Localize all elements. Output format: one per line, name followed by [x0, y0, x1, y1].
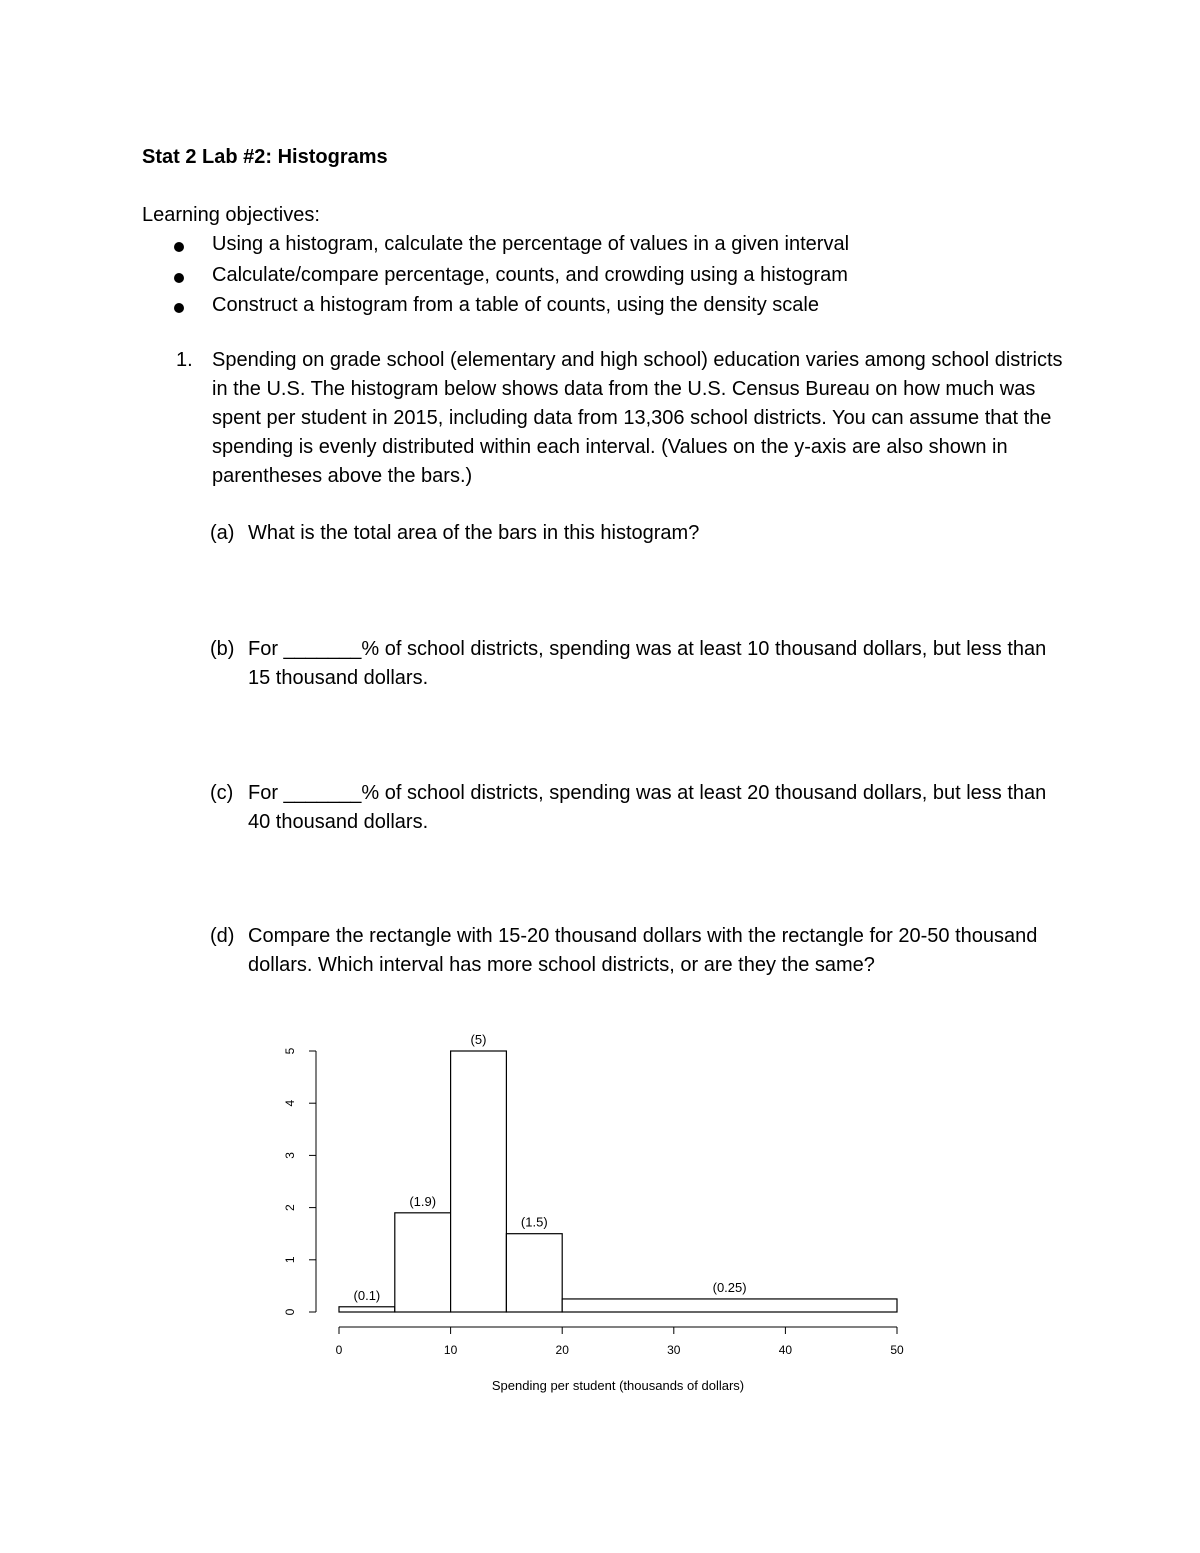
x-tick-label: 40	[778, 1343, 793, 1357]
bullet-icon	[174, 242, 184, 252]
document-title: Stat 2 Lab #2: Histograms	[142, 146, 388, 168]
bar-value-label: (5)	[470, 1032, 487, 1047]
bar-value-label: (1.9)	[409, 1193, 437, 1209]
part-label: (c)	[210, 782, 234, 804]
part-label: (d)	[210, 925, 235, 947]
bullet-icon	[174, 303, 184, 313]
bar-value-label: (0.1)	[353, 1287, 381, 1303]
histogram-svg	[270, 1020, 930, 1410]
histogram-bar	[395, 1213, 451, 1312]
y-tick-label: 5	[283, 1047, 297, 1055]
part-text: What is the total area of the bars in this histogram?	[248, 522, 700, 544]
part-label: (a)	[210, 522, 235, 544]
x-tick-label: 10	[443, 1343, 458, 1357]
question-part-d	[210, 922, 1070, 980]
objective-text: Calculate/compare percentage, counts, and crowding using a histogram	[212, 263, 848, 286]
question-part-a	[210, 519, 1070, 548]
y-tick-label: 1	[283, 1256, 297, 1264]
histogram-bar	[562, 1299, 897, 1312]
question-part-b	[210, 635, 1070, 693]
objective-text: Using a histogram, calculate the percentage of values in a given interval	[212, 233, 850, 255]
part-text: For _______% of school districts, spending was at least 20 thousand dollars, but less than 40 thousand dollars.	[248, 782, 1047, 833]
x-tick-label: 20	[555, 1343, 569, 1357]
objective-item	[142, 261, 849, 292]
y-tick-label: 0	[283, 1308, 297, 1316]
part-text: For _______% of school districts, spending was at least 10 thousand dollars, but less than 15 thousand dollars.	[248, 638, 1047, 689]
bar-value-label: (0.25)	[712, 1279, 747, 1295]
objective-item	[142, 230, 849, 261]
y-tick-label: 4	[283, 1099, 297, 1107]
objectives-heading: Learning objectives:	[142, 204, 320, 226]
histogram-bar	[339, 1307, 395, 1312]
objective-text: Construct a histogram from a table of counts, using the density scale	[212, 294, 819, 316]
y-tick-label: 3	[283, 1152, 297, 1159]
bullet-icon	[174, 273, 184, 283]
question-1	[176, 346, 1066, 491]
part-text: Compare the rectangle with 15-20 thousand dollars with the rectangle for 20-50 thousand dollars. Which interval has more school districts, or are they the same?	[248, 925, 1038, 976]
objective-item	[142, 291, 849, 322]
x-tick-label: 50	[890, 1343, 904, 1357]
x-tick-label: 30	[667, 1343, 681, 1357]
question-number: 1.	[176, 349, 193, 371]
question-part-c	[210, 779, 1070, 837]
bar-value-label: (1.5)	[520, 1214, 548, 1230]
y-tick-label: 2	[283, 1204, 297, 1211]
x-tick-label: 0	[335, 1343, 343, 1357]
histogram-bar	[451, 1051, 507, 1312]
objectives-list	[142, 230, 849, 322]
question-text: Spending on grade school (elementary and high school) education varies among school districts in the U.S. The histogram below shows data from the U.S. Census Bureau on how much was spent per student in 2015, including data from 13,306 school districts. You can assume that the spending is evenly distributed within each interval. (Values on the y-axis are also shown in parentheses above the bars.)	[212, 349, 1063, 487]
histogram-chart	[270, 1020, 930, 1410]
x-axis-label: Spending per student (thousands of dollars)	[491, 1378, 745, 1393]
histogram-bar	[506, 1234, 562, 1312]
part-label: (b)	[210, 638, 235, 660]
